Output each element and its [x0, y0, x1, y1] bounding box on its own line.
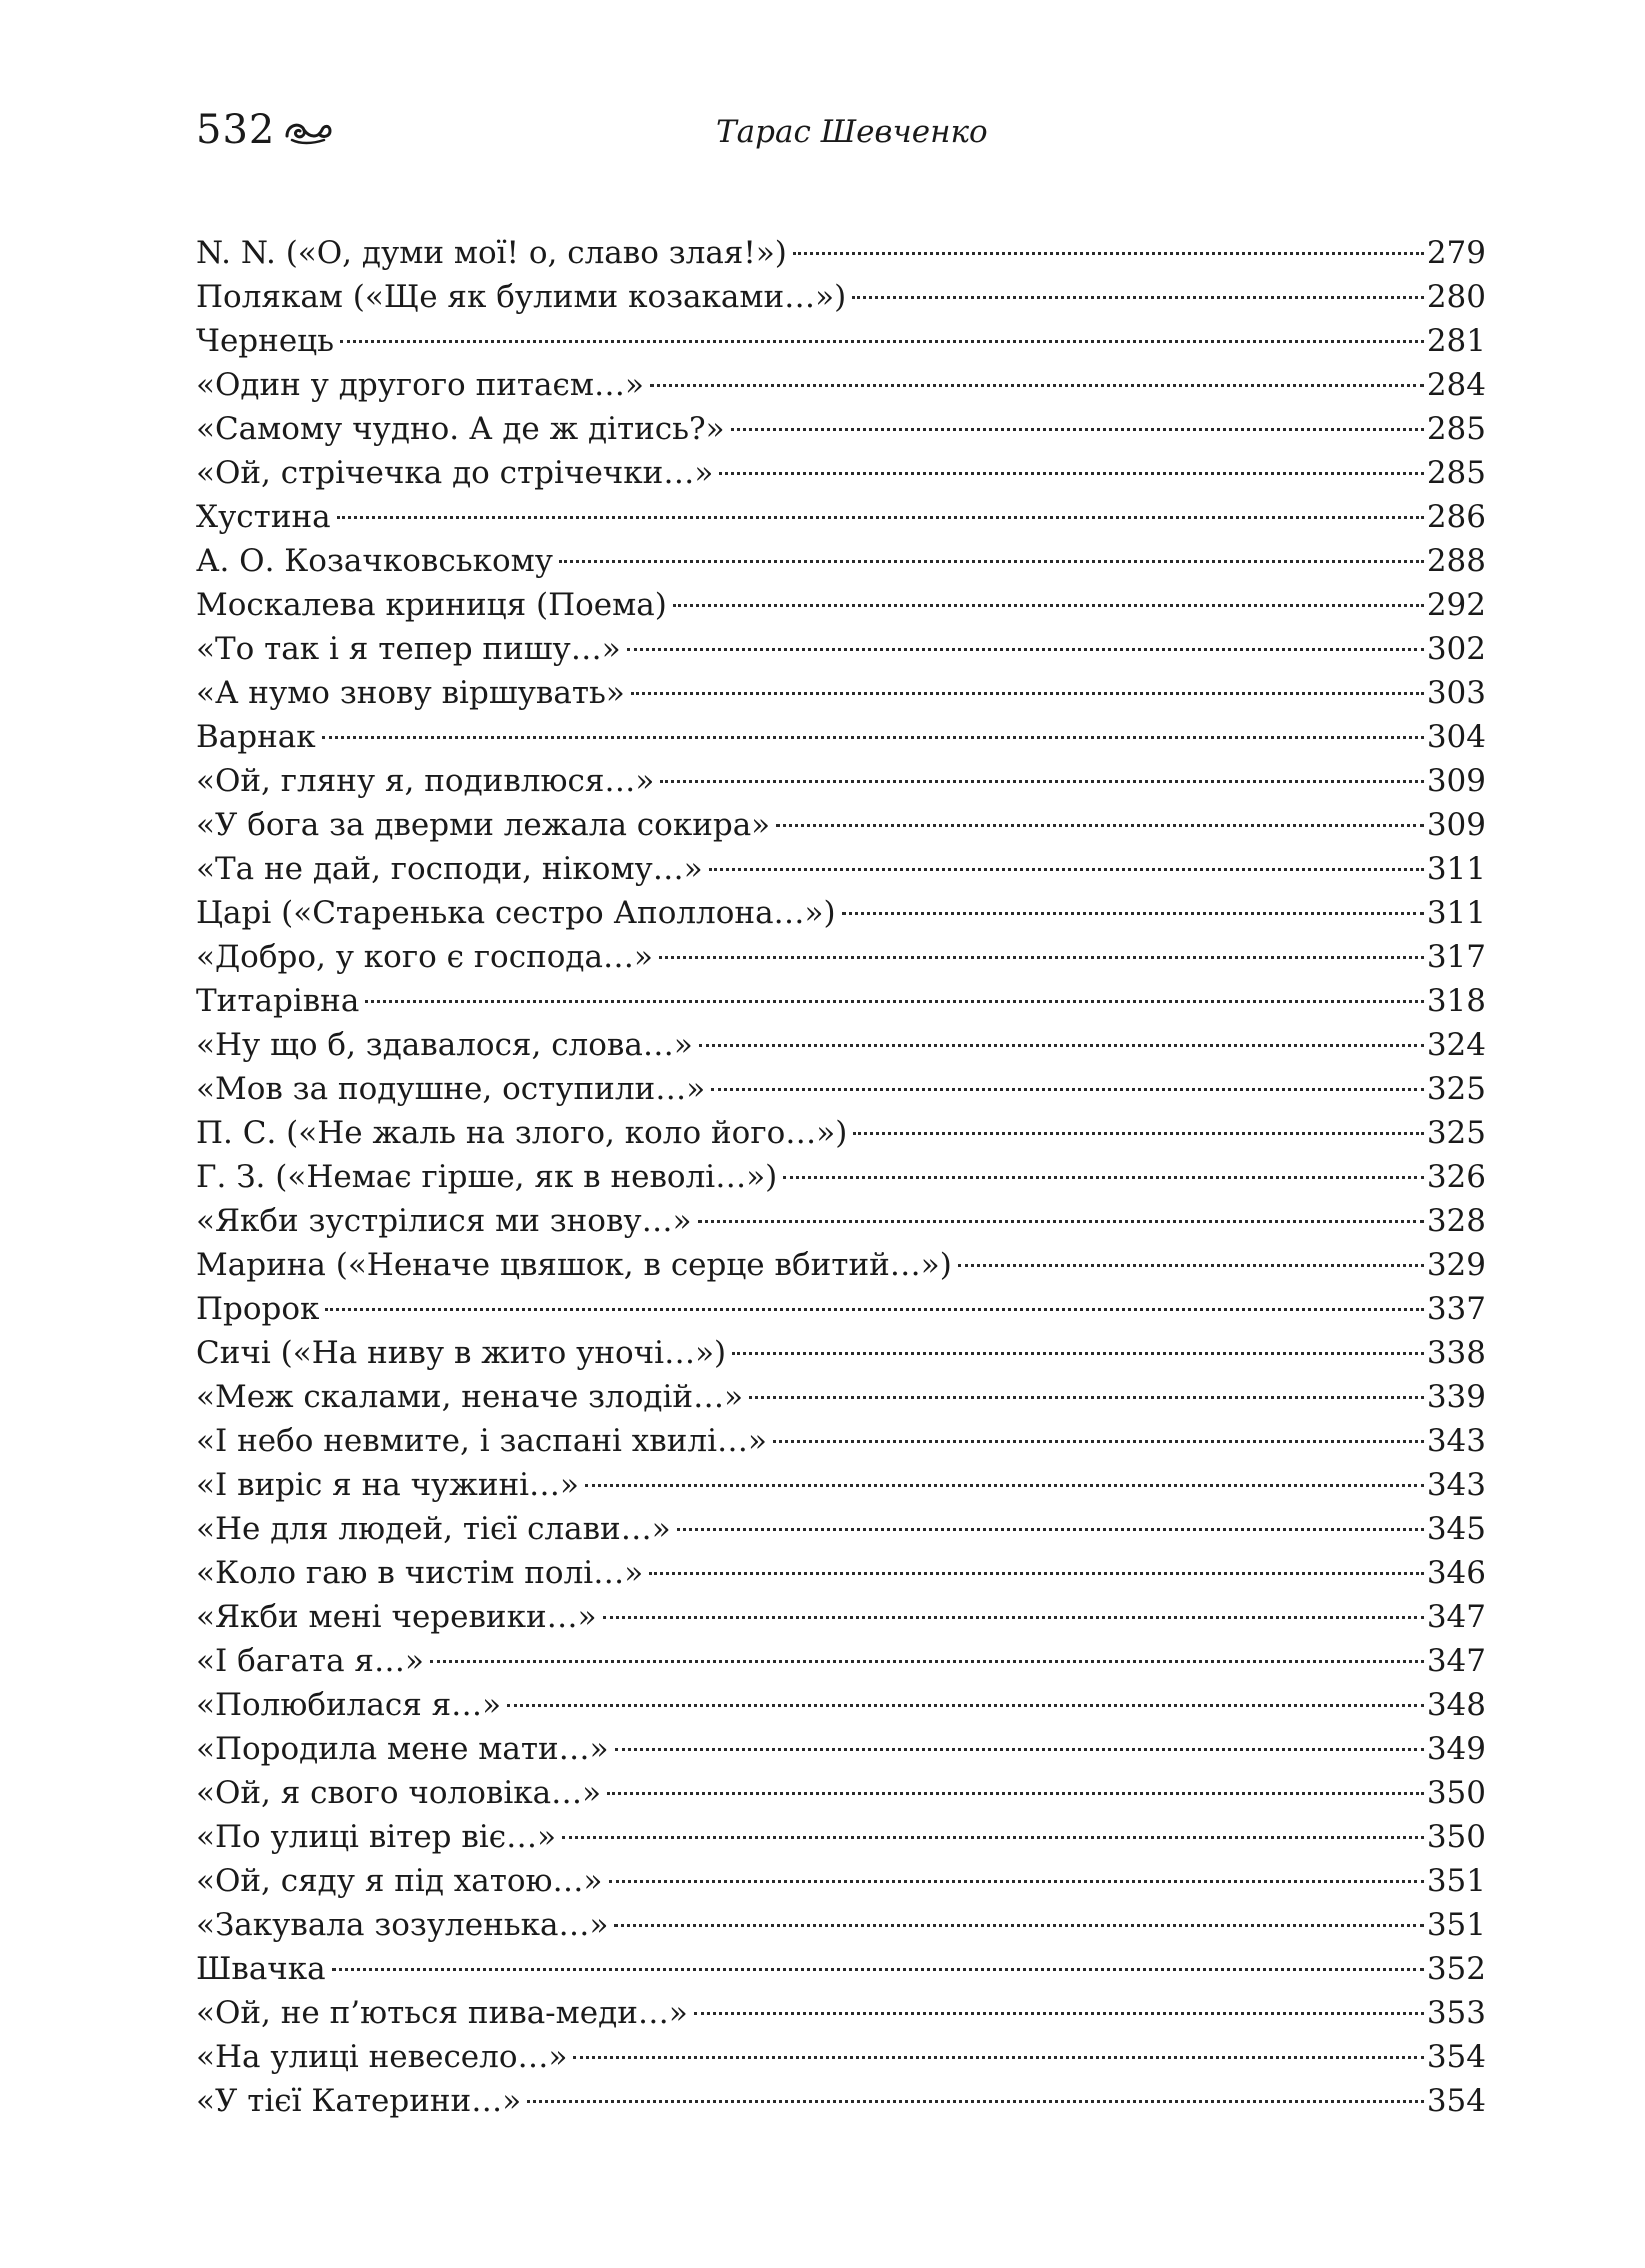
toc-entry-page: 343 [1426, 1423, 1486, 1459]
toc-entry-page: 324 [1426, 1027, 1486, 1063]
dot-leader [732, 1352, 1424, 1355]
toc-entry [196, 979, 1486, 1023]
toc-entry-page: 309 [1426, 807, 1486, 843]
toc-entry [196, 627, 1486, 671]
dot-leader [793, 252, 1424, 255]
toc-entry [196, 2079, 1486, 2123]
toc-entry-page: 351 [1426, 1863, 1486, 1899]
toc-entry-title: «І багата я…» [196, 1643, 424, 1679]
dot-leader [719, 472, 1424, 475]
toc-entry [196, 1375, 1486, 1419]
dot-leader [677, 1528, 1424, 1531]
toc-entry [196, 803, 1486, 847]
toc-entry-page: 311 [1426, 895, 1486, 931]
dot-leader [698, 1220, 1424, 1223]
toc-entry [196, 847, 1486, 891]
toc-entry-title: Титарівна [196, 983, 360, 1019]
toc-entry-title: «Ой, гляну я, подивлюся…» [196, 763, 655, 799]
toc-entry-page: 292 [1426, 587, 1486, 623]
toc-entry-title: «Ну що б, здавалося, слова…» [196, 1027, 693, 1063]
toc-entry [196, 1727, 1486, 1771]
toc-entry-page: 345 [1426, 1511, 1486, 1547]
toc-entry [196, 935, 1486, 979]
toc-entry [196, 1551, 1486, 1595]
running-head-author: Тарас Шевченко [716, 114, 988, 150]
dot-leader [562, 1836, 1424, 1839]
toc-entry-page: 328 [1426, 1203, 1486, 1239]
toc-entry-page: 285 [1426, 411, 1486, 447]
toc-entry-title: «По улиці вітер віє…» [196, 1819, 557, 1855]
toc-entry [196, 1023, 1486, 1067]
dot-leader [660, 780, 1423, 783]
toc-entry-page: 288 [1426, 543, 1486, 579]
dot-leader [430, 1660, 1424, 1663]
toc-entry-title: «Закувала зозуленька…» [196, 1907, 609, 1943]
toc-entry [196, 231, 1486, 275]
toc-entry [196, 1243, 1486, 1287]
dot-leader [694, 2012, 1424, 2015]
toc-entry-page: 311 [1426, 851, 1486, 887]
dot-leader [365, 1000, 1424, 1003]
dot-leader [322, 736, 1424, 739]
dot-leader [614, 1924, 1423, 1927]
dot-leader [573, 2056, 1423, 2059]
toc-entry-title: «Не для людей, тієї слави…» [196, 1511, 671, 1547]
toc-entry [196, 671, 1486, 715]
dot-leader [749, 1396, 1424, 1399]
dot-leader [699, 1044, 1424, 1047]
dot-leader [649, 1572, 1424, 1575]
toc-entry-title: Москалева криниця (Поема) [196, 587, 667, 623]
dot-leader [585, 1484, 1424, 1487]
toc-entry-page: 354 [1426, 2039, 1486, 2075]
toc-entry [196, 363, 1486, 407]
toc-entry-title: А. О. Козачковському [196, 543, 553, 579]
toc-entry-page: 325 [1426, 1071, 1486, 1107]
toc-entry-page: 337 [1426, 1291, 1486, 1327]
toc-entry-page: 303 [1426, 675, 1486, 711]
toc-entry-page: 286 [1426, 499, 1486, 535]
toc-entry-title: «Якби мені черевики…» [196, 1599, 597, 1635]
toc-entry [196, 319, 1486, 363]
toc-entry-title: «Меж скалами, неначе злодій…» [196, 1379, 744, 1415]
toc-entry-page: 285 [1426, 455, 1486, 491]
toc-entry-title: «І виріс я на чужині…» [196, 1467, 580, 1503]
toc-entry [196, 1155, 1486, 1199]
toc-entry-title: Полякам («Ще як булими козаками…») [196, 279, 847, 315]
toc-entry-title: Г. З. («Немає гірше, як в неволі…») [196, 1159, 778, 1195]
dot-leader [709, 868, 1424, 871]
toc-entry-title: «Мов за подушне, оступили…» [196, 1071, 706, 1107]
toc-entry-title: «То так і я тепер пишу…» [196, 631, 621, 667]
toc-entry-page: 338 [1426, 1335, 1486, 1371]
toc-entry-title: «Ой, не п’ються пива-меди…» [196, 1995, 688, 2031]
dot-leader [340, 340, 1424, 343]
toc-entry-page: 302 [1426, 631, 1486, 667]
dot-leader [332, 1968, 1424, 1971]
toc-entry-title: «Коло гаю в чистім полі…» [196, 1555, 644, 1591]
toc-entry-title: «Добро, у кого є господа…» [196, 939, 653, 975]
toc-entry-page: 279 [1426, 235, 1486, 271]
toc-entry-title: «Якби зустрілися ми знову…» [196, 1203, 692, 1239]
toc-entry [196, 1903, 1486, 1947]
toc-entry-page: 352 [1426, 1951, 1486, 1987]
toc-entry [196, 539, 1486, 583]
toc-entry-title: «Полюбилася я…» [196, 1687, 502, 1723]
dot-leader [853, 1132, 1424, 1135]
toc-entry-page: 353 [1426, 1995, 1486, 2031]
dot-leader [609, 1880, 1424, 1883]
dot-leader [650, 384, 1424, 387]
table-of-contents [196, 231, 1486, 2123]
toc-entry-page: 354 [1426, 2083, 1486, 2119]
dot-leader [337, 516, 1424, 519]
toc-entry-page: 349 [1426, 1731, 1486, 1767]
toc-entry [196, 1111, 1486, 1155]
toc-entry-title: Марина («Неначе цвяшок, в серце вбитий…») [196, 1247, 952, 1283]
toc-entry-page: 309 [1426, 763, 1486, 799]
toc-entry-title: «А нумо знову віршувать» [196, 675, 625, 711]
dot-leader [607, 1792, 1424, 1795]
toc-entry [196, 1595, 1486, 1639]
toc-entry [196, 1067, 1486, 1111]
dot-leader [627, 648, 1424, 651]
toc-entry-page: 329 [1426, 1247, 1486, 1283]
toc-entry-page: 348 [1426, 1687, 1486, 1723]
toc-entry-page: 350 [1426, 1775, 1486, 1811]
toc-entry-title: «Один у другого питаєм…» [196, 367, 644, 403]
toc-entry-title: N. N. («О, думи мої! о, славо злая!») [196, 235, 787, 271]
dot-leader [603, 1616, 1424, 1619]
toc-entry [196, 495, 1486, 539]
toc-entry-title: «Породила мене мати…» [196, 1731, 609, 1767]
toc-entry-title: «Та не дай, господи, нікому…» [196, 851, 703, 887]
dot-leader [527, 2100, 1424, 2103]
toc-entry [196, 1859, 1486, 1903]
toc-entry [196, 1463, 1486, 1507]
toc-entry [196, 407, 1486, 451]
toc-entry-title: «Ой, я свого чоловіка…» [196, 1775, 602, 1811]
toc-entry-page: 343 [1426, 1467, 1486, 1503]
dot-leader [776, 824, 1424, 827]
dot-leader [325, 1308, 1423, 1311]
toc-entry-title: «На улиці невесело…» [196, 2039, 568, 2075]
dot-leader [659, 956, 1424, 959]
toc-entry [196, 1771, 1486, 1815]
toc-entry-title: Швачка [196, 1951, 326, 1987]
dot-leader [559, 560, 1424, 563]
toc-entry [196, 275, 1486, 319]
toc-entry-title: «У бога за дверми лежала сокира» [196, 807, 771, 843]
toc-entry [196, 891, 1486, 935]
toc-entry [196, 2035, 1486, 2079]
page-number: 532 [196, 107, 276, 153]
toc-entry [196, 715, 1486, 759]
toc-entry-page: 326 [1426, 1159, 1486, 1195]
toc-entry-title: Сичі («На ниву в жито уночі…») [196, 1335, 727, 1371]
fleuron-icon [284, 116, 332, 146]
toc-entry-title: «Ой, сяду я під хатою…» [196, 1863, 603, 1899]
toc-entry [196, 1815, 1486, 1859]
toc-entry [196, 759, 1486, 803]
dot-leader [852, 296, 1424, 299]
toc-entry-page: 346 [1426, 1555, 1486, 1591]
toc-entry [196, 1639, 1486, 1683]
toc-entry-page: 325 [1426, 1115, 1486, 1151]
toc-entry [196, 1683, 1486, 1727]
toc-entry-page: 350 [1426, 1819, 1486, 1855]
toc-entry-page: 347 [1426, 1643, 1486, 1679]
toc-entry-title: Чернець [196, 323, 334, 359]
toc-entry-page: 347 [1426, 1599, 1486, 1635]
toc-entry-title: П. С. («Не жаль на злого, коло його…») [196, 1115, 848, 1151]
toc-entry [196, 1419, 1486, 1463]
toc-entry-page: 284 [1426, 367, 1486, 403]
toc-entry [196, 1947, 1486, 1991]
toc-entry-title: Пророк [196, 1291, 320, 1327]
toc-entry-title: Царі («Старенька сестро Аполлона…») [196, 895, 836, 931]
toc-entry-title: «І небо невмите, і заспані хвилі…» [196, 1423, 767, 1459]
running-head [196, 102, 1486, 158]
toc-entry [196, 583, 1486, 627]
toc-entry-title: Хустина [196, 499, 331, 535]
toc-entry-title: Варнак [196, 719, 316, 755]
toc-entry-page: 318 [1426, 983, 1486, 1019]
dot-leader [773, 1440, 1424, 1443]
dot-leader [507, 1704, 1424, 1707]
dot-leader [842, 912, 1424, 915]
dot-leader [731, 428, 1424, 431]
toc-entry-title: «У тієї Катерини…» [196, 2083, 522, 2119]
toc-entry-page: 281 [1426, 323, 1486, 359]
toc-entry [196, 1991, 1486, 2035]
dot-leader [673, 604, 1424, 607]
toc-entry-page: 339 [1426, 1379, 1486, 1415]
toc-entry [196, 1199, 1486, 1243]
toc-entry [196, 1507, 1486, 1551]
toc-entry-page: 280 [1426, 279, 1486, 315]
dot-leader [711, 1088, 1424, 1091]
dot-leader [631, 692, 1424, 695]
dot-leader [615, 1748, 1424, 1751]
toc-entry-page: 351 [1426, 1907, 1486, 1943]
toc-entry-page: 304 [1426, 719, 1486, 755]
toc-entry [196, 1287, 1486, 1331]
toc-entry-page: 317 [1426, 939, 1486, 975]
toc-entry [196, 1331, 1486, 1375]
toc-entry [196, 451, 1486, 495]
toc-entry-title: «Ой, стрічечка до стрічечки…» [196, 455, 714, 491]
dot-leader [783, 1176, 1424, 1179]
dot-leader [958, 1264, 1424, 1267]
toc-entry-title: «Самому чудно. А де ж дітись?» [196, 411, 725, 447]
